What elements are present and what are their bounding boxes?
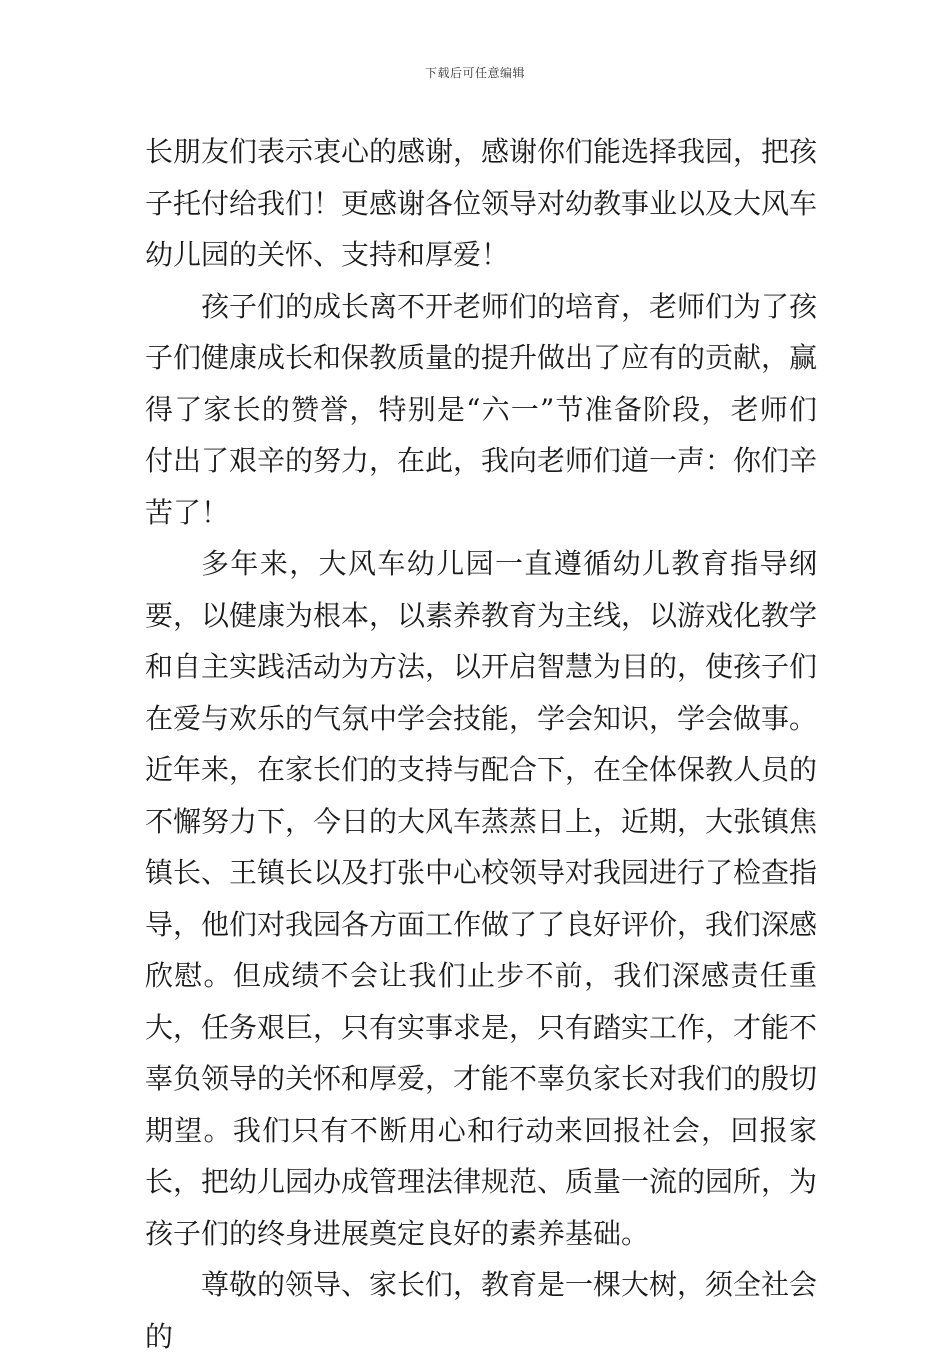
paragraph-1: 长朋友们表示衷心的感谢，感谢你们能选择我园，把孩子托付给我们！更感谢各位领导对幼教事业以及大风车幼儿园的关怀、支持和厚爱！ xyxy=(145,135,818,271)
paragraph-3: 多年来，大风车幼儿园一直遵循幼儿教育指导纲要，以健康为根本，以素养教育为主线，以游戏化教学和自主实践活动为方法，以开启智慧为目的，使孩子们在爱与欢乐的气氛中学会技能，学会知识，学会做事。近年来，在家长们的支持与配合下，在全体保教人员的不懈努力下，今日的大风车蒸蒸日上，近期，大张镇焦镇长、王镇长以及打张中心校领导对我园进行了检查指导，他们对我园各方面工作做了了良好评价，我们深感欣慰。但成绩不会让我们止步不前，我们深感责任重大，任务艰巨，只有实事求是，只有踏实工作，才能不辜负领导的关怀和厚爱，才能不辜负家长对我们的殷切期望。我们只有不断用心和行动来回报社会，回报家长，把幼儿园办成管理法律规范、质量一流的园所，为孩子们的终身进展奠定良好的素养基础。 xyxy=(145,547,818,1250)
document-body xyxy=(145,126,817,1362)
paragraph-4: 尊敬的领导、家长们，教育是一棵大树，须全社会的 xyxy=(145,1268,818,1353)
paragraph-2: 孩子们的成长离不开老师们的培育，老师们为了孩子们健康成长和保教质量的提升做出了应有的贡献，赢得了家长的赞誉，特别是“六一”节准备阶段，老师们付出了艰辛的努力，在此，我向老师们道一声：你们辛苦了！ xyxy=(145,289,818,529)
page-header: 下载后可任意编辑 xyxy=(424,66,525,80)
